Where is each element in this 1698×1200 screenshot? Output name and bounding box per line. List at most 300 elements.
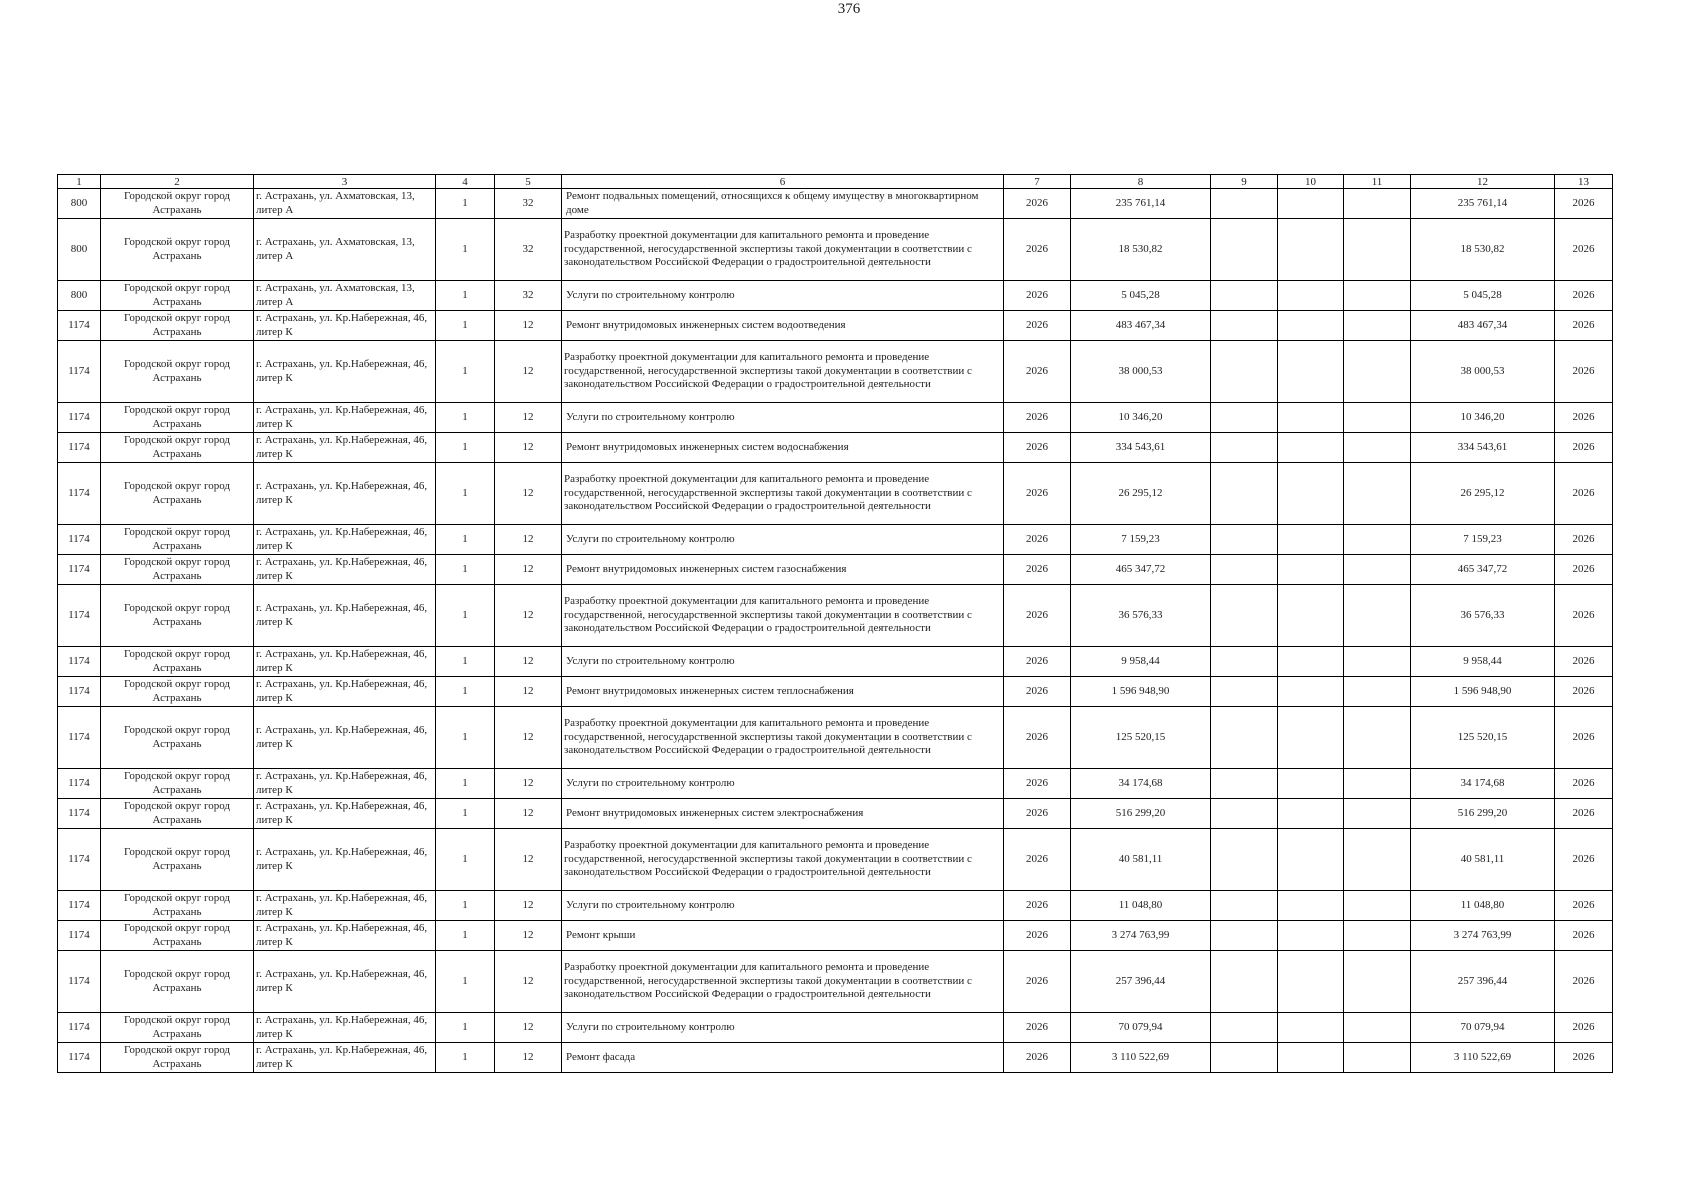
- row-id-cell: 1174: [58, 585, 101, 647]
- col4-cell: 1: [436, 403, 495, 433]
- col11-cell: [1344, 921, 1411, 951]
- col5-cell: 12: [495, 677, 562, 707]
- row-id-cell: 1174: [58, 829, 101, 891]
- col10-cell: [1278, 707, 1344, 769]
- table-row: [58, 311, 1613, 341]
- col11-cell: [1344, 525, 1411, 555]
- table-row: [58, 219, 1613, 281]
- year-cell: 2026: [1004, 647, 1071, 677]
- total-cost-cell: 334 543,61: [1071, 433, 1211, 463]
- table-row: [58, 189, 1613, 219]
- end-year-cell: 2026: [1555, 463, 1613, 525]
- row-id-cell: 1174: [58, 769, 101, 799]
- col11-cell: [1344, 311, 1411, 341]
- col4-cell: 1: [436, 891, 495, 921]
- year-cell: 2026: [1004, 403, 1071, 433]
- col10-cell: [1278, 463, 1344, 525]
- total-cost-cell: 38 000,53: [1071, 341, 1211, 403]
- col11-cell: [1344, 433, 1411, 463]
- year-cell: 2026: [1004, 219, 1071, 281]
- total-cost-cell: 3 274 763,99: [1071, 921, 1211, 951]
- address-cell: г. Астрахань, ул. Кр.Набережная, 46, литер К: [254, 1013, 436, 1043]
- end-year-cell: 2026: [1555, 799, 1613, 829]
- column-number-3: 3: [254, 175, 436, 189]
- address-cell: г. Астрахань, ул. Кр.Набережная, 46, литер К: [254, 433, 436, 463]
- end-year-cell: 2026: [1555, 341, 1613, 403]
- col4-cell: 1: [436, 707, 495, 769]
- col11-cell: [1344, 189, 1411, 219]
- year-cell: 2026: [1004, 555, 1071, 585]
- fund-cost-cell: 18 530,82: [1411, 219, 1555, 281]
- year-cell: 2026: [1004, 311, 1071, 341]
- col4-cell: 1: [436, 433, 495, 463]
- table-row: [58, 1013, 1613, 1043]
- column-number-row: [58, 175, 1613, 189]
- total-cost-cell: 11 048,80: [1071, 891, 1211, 921]
- col10-cell: [1278, 555, 1344, 585]
- col4-cell: 1: [436, 799, 495, 829]
- col10-cell: [1278, 829, 1344, 891]
- column-number-2: 2: [101, 175, 254, 189]
- repair-plan-table: [57, 174, 1613, 1073]
- address-cell: г. Астрахань, ул. Ахматовская, 13, литер А: [254, 189, 436, 219]
- column-number-7: 7: [1004, 175, 1071, 189]
- total-cost-cell: 36 576,33: [1071, 585, 1211, 647]
- end-year-cell: 2026: [1555, 219, 1613, 281]
- col10-cell: [1278, 951, 1344, 1013]
- fund-cost-cell: 70 079,94: [1411, 1013, 1555, 1043]
- col11-cell: [1344, 341, 1411, 403]
- row-id-cell: 800: [58, 281, 101, 311]
- total-cost-cell: 125 520,15: [1071, 707, 1211, 769]
- year-cell: 2026: [1004, 525, 1071, 555]
- col4-cell: 1: [436, 525, 495, 555]
- column-number-10: 10: [1278, 175, 1344, 189]
- col4-cell: 1: [436, 281, 495, 311]
- address-cell: г. Астрахань, ул. Кр.Набережная, 46, литер К: [254, 1043, 436, 1073]
- col9-cell: [1211, 1013, 1278, 1043]
- table-row: [58, 677, 1613, 707]
- work-type-cell: Разработку проектной документации для капитального ремонта и проведение государственной, негосударственной экспертизы такой документации в соответствии с законодательством Российской Федерации о градостроительной деятельности: [562, 707, 1004, 769]
- end-year-cell: 2026: [1555, 769, 1613, 799]
- municipality-cell: Городской округ город Астрахань: [101, 585, 254, 647]
- year-cell: 2026: [1004, 707, 1071, 769]
- fund-cost-cell: 40 581,11: [1411, 829, 1555, 891]
- col5-cell: 12: [495, 525, 562, 555]
- fund-cost-cell: 334 543,61: [1411, 433, 1555, 463]
- col10-cell: [1278, 525, 1344, 555]
- column-number-1: 1: [58, 175, 101, 189]
- col9-cell: [1211, 585, 1278, 647]
- fund-cost-cell: 465 347,72: [1411, 555, 1555, 585]
- total-cost-cell: 516 299,20: [1071, 799, 1211, 829]
- address-cell: г. Астрахань, ул. Кр.Набережная, 46, литер К: [254, 707, 436, 769]
- total-cost-cell: 9 958,44: [1071, 647, 1211, 677]
- fund-cost-cell: 11 048,80: [1411, 891, 1555, 921]
- municipality-cell: Городской округ город Астрахань: [101, 219, 254, 281]
- row-id-cell: 1174: [58, 647, 101, 677]
- work-type-cell: Услуги по строительному контролю: [562, 769, 1004, 799]
- col9-cell: [1211, 829, 1278, 891]
- end-year-cell: 2026: [1555, 891, 1613, 921]
- col4-cell: 1: [436, 1013, 495, 1043]
- row-id-cell: 1174: [58, 707, 101, 769]
- col5-cell: 12: [495, 647, 562, 677]
- table-row: [58, 463, 1613, 525]
- municipality-cell: Городской округ город Астрахань: [101, 769, 254, 799]
- work-type-cell: Ремонт внутридомовых инженерных систем теплоснабжения: [562, 677, 1004, 707]
- col10-cell: [1278, 1043, 1344, 1073]
- col5-cell: 12: [495, 341, 562, 403]
- end-year-cell: 2026: [1555, 281, 1613, 311]
- address-cell: г. Астрахань, ул. Кр.Набережная, 46, литер К: [254, 585, 436, 647]
- end-year-cell: 2026: [1555, 403, 1613, 433]
- col4-cell: 1: [436, 769, 495, 799]
- col5-cell: 12: [495, 921, 562, 951]
- col5-cell: 12: [495, 799, 562, 829]
- table-row: [58, 555, 1613, 585]
- col10-cell: [1278, 891, 1344, 921]
- row-id-cell: 1174: [58, 1043, 101, 1073]
- col9-cell: [1211, 189, 1278, 219]
- col4-cell: 1: [436, 677, 495, 707]
- col11-cell: [1344, 891, 1411, 921]
- col9-cell: [1211, 647, 1278, 677]
- col5-cell: 12: [495, 311, 562, 341]
- year-cell: 2026: [1004, 769, 1071, 799]
- column-number-11: 11: [1344, 175, 1411, 189]
- address-cell: г. Астрахань, ул. Кр.Набережная, 46, литер К: [254, 769, 436, 799]
- row-id-cell: 1174: [58, 1013, 101, 1043]
- col9-cell: [1211, 799, 1278, 829]
- work-type-cell: Ремонт внутридомовых инженерных систем электроснабжения: [562, 799, 1004, 829]
- year-cell: 2026: [1004, 1013, 1071, 1043]
- page-number: 376: [837, 1, 861, 17]
- column-number-8: 8: [1071, 175, 1211, 189]
- work-type-cell: Разработку проектной документации для капитального ремонта и проведение государственной, негосударственной экспертизы такой документации в соответствии с законодательством Российской Федерации о градостроительной деятельности: [562, 829, 1004, 891]
- col4-cell: 1: [436, 555, 495, 585]
- column-number-6: 6: [562, 175, 1004, 189]
- year-cell: 2026: [1004, 891, 1071, 921]
- table-row: [58, 1043, 1613, 1073]
- col11-cell: [1344, 403, 1411, 433]
- end-year-cell: 2026: [1555, 189, 1613, 219]
- municipality-cell: Городской округ город Астрахань: [101, 1043, 254, 1073]
- municipality-cell: Городской округ город Астрахань: [101, 555, 254, 585]
- address-cell: г. Астрахань, ул. Кр.Набережная, 46, литер К: [254, 647, 436, 677]
- col4-cell: 1: [436, 829, 495, 891]
- row-id-cell: 1174: [58, 921, 101, 951]
- fund-cost-cell: 26 295,12: [1411, 463, 1555, 525]
- year-cell: 2026: [1004, 189, 1071, 219]
- fund-cost-cell: 1 596 948,90: [1411, 677, 1555, 707]
- address-cell: г. Астрахань, ул. Кр.Набережная, 46, литер К: [254, 891, 436, 921]
- table-row: [58, 433, 1613, 463]
- col9-cell: [1211, 891, 1278, 921]
- table-row: [58, 281, 1613, 311]
- total-cost-cell: 235 761,14: [1071, 189, 1211, 219]
- row-id-cell: 1174: [58, 403, 101, 433]
- col5-cell: 32: [495, 219, 562, 281]
- total-cost-cell: 483 467,34: [1071, 311, 1211, 341]
- table-row: [58, 707, 1613, 769]
- total-cost-cell: 7 159,23: [1071, 525, 1211, 555]
- column-number-13: 13: [1555, 175, 1613, 189]
- col4-cell: 1: [436, 951, 495, 1013]
- municipality-cell: Городской округ город Астрахань: [101, 189, 254, 219]
- col4-cell: 1: [436, 1043, 495, 1073]
- work-type-cell: Ремонт внутридомовых инженерных систем водоснабжения: [562, 433, 1004, 463]
- col4-cell: 1: [436, 921, 495, 951]
- municipality-cell: Городской округ город Астрахань: [101, 1013, 254, 1043]
- col5-cell: 12: [495, 1043, 562, 1073]
- work-type-cell: Услуги по строительному контролю: [562, 647, 1004, 677]
- col11-cell: [1344, 951, 1411, 1013]
- col5-cell: 12: [495, 585, 562, 647]
- col11-cell: [1344, 799, 1411, 829]
- end-year-cell: 2026: [1555, 585, 1613, 647]
- col10-cell: [1278, 189, 1344, 219]
- end-year-cell: 2026: [1555, 829, 1613, 891]
- col11-cell: [1344, 281, 1411, 311]
- total-cost-cell: 26 295,12: [1071, 463, 1211, 525]
- table-row: [58, 951, 1613, 1013]
- municipality-cell: Городской округ город Астрахань: [101, 799, 254, 829]
- work-type-cell: Разработку проектной документации для капитального ремонта и проведение государственной, негосударственной экспертизы такой документации в соответствии с законодательством Российской Федерации о градостроительной деятельности: [562, 463, 1004, 525]
- fund-cost-cell: 483 467,34: [1411, 311, 1555, 341]
- work-type-cell: Ремонт внутридомовых инженерных систем водоотведения: [562, 311, 1004, 341]
- address-cell: г. Астрахань, ул. Кр.Набережная, 46, литер К: [254, 921, 436, 951]
- col5-cell: 12: [495, 433, 562, 463]
- col9-cell: [1211, 677, 1278, 707]
- row-id-cell: 1174: [58, 525, 101, 555]
- col5-cell: 12: [495, 829, 562, 891]
- work-type-cell: Разработку проектной документации для капитального ремонта и проведение государственной, негосударственной экспертизы такой документации в соответствии с законодательством Российской Федерации о градостроительной деятельности: [562, 951, 1004, 1013]
- address-cell: г. Астрахань, ул. Кр.Набережная, 46, литер К: [254, 829, 436, 891]
- address-cell: г. Астрахань, ул. Кр.Набережная, 46, литер К: [254, 677, 436, 707]
- fund-cost-cell: 3 110 522,69: [1411, 1043, 1555, 1073]
- col4-cell: 1: [436, 647, 495, 677]
- col10-cell: [1278, 647, 1344, 677]
- work-type-cell: Разработку проектной документации для капитального ремонта и проведение государственной, негосударственной экспертизы такой документации в соответствии с законодательством Российской Федерации о градостроительной деятельности: [562, 341, 1004, 403]
- municipality-cell: Городской округ город Астрахань: [101, 281, 254, 311]
- year-cell: 2026: [1004, 951, 1071, 1013]
- col5-cell: 12: [495, 555, 562, 585]
- year-cell: 2026: [1004, 585, 1071, 647]
- col11-cell: [1344, 555, 1411, 585]
- col4-cell: 1: [436, 585, 495, 647]
- col9-cell: [1211, 951, 1278, 1013]
- total-cost-cell: 465 347,72: [1071, 555, 1211, 585]
- work-type-cell: Услуги по строительному контролю: [562, 525, 1004, 555]
- year-cell: 2026: [1004, 921, 1071, 951]
- table-row: [58, 891, 1613, 921]
- year-cell: 2026: [1004, 433, 1071, 463]
- municipality-cell: Городской округ город Астрахань: [101, 463, 254, 525]
- total-cost-cell: 18 530,82: [1071, 219, 1211, 281]
- total-cost-cell: 3 110 522,69: [1071, 1043, 1211, 1073]
- year-cell: 2026: [1004, 341, 1071, 403]
- row-id-cell: 1174: [58, 463, 101, 525]
- row-id-cell: 1174: [58, 951, 101, 1013]
- col5-cell: 12: [495, 891, 562, 921]
- work-type-cell: Ремонт внутридомовых инженерных систем газоснабжения: [562, 555, 1004, 585]
- col10-cell: [1278, 677, 1344, 707]
- table-row: [58, 921, 1613, 951]
- col10-cell: [1278, 311, 1344, 341]
- table-body: [58, 175, 1613, 1073]
- col9-cell: [1211, 311, 1278, 341]
- total-cost-cell: 10 346,20: [1071, 403, 1211, 433]
- table-row: [58, 585, 1613, 647]
- col4-cell: 1: [436, 219, 495, 281]
- col11-cell: [1344, 1043, 1411, 1073]
- municipality-cell: Городской округ город Астрахань: [101, 525, 254, 555]
- fund-cost-cell: 3 274 763,99: [1411, 921, 1555, 951]
- table-row: [58, 647, 1613, 677]
- end-year-cell: 2026: [1555, 555, 1613, 585]
- fund-cost-cell: 10 346,20: [1411, 403, 1555, 433]
- address-cell: г. Астрахань, ул. Кр.Набережная, 46, литер К: [254, 799, 436, 829]
- fund-cost-cell: 7 159,23: [1411, 525, 1555, 555]
- col5-cell: 12: [495, 951, 562, 1013]
- row-id-cell: 1174: [58, 891, 101, 921]
- municipality-cell: Городской округ город Астрахань: [101, 433, 254, 463]
- col9-cell: [1211, 463, 1278, 525]
- fund-cost-cell: 125 520,15: [1411, 707, 1555, 769]
- table-row: [58, 769, 1613, 799]
- col9-cell: [1211, 403, 1278, 433]
- municipality-cell: Городской округ город Астрахань: [101, 647, 254, 677]
- address-cell: г. Астрахань, ул. Кр.Набережная, 46, литер К: [254, 555, 436, 585]
- col9-cell: [1211, 433, 1278, 463]
- col11-cell: [1344, 677, 1411, 707]
- column-number-12: 12: [1411, 175, 1555, 189]
- work-type-cell: Ремонт крыши: [562, 921, 1004, 951]
- row-id-cell: 1174: [58, 555, 101, 585]
- row-id-cell: 800: [58, 219, 101, 281]
- col5-cell: 12: [495, 1013, 562, 1043]
- col10-cell: [1278, 769, 1344, 799]
- col11-cell: [1344, 219, 1411, 281]
- col5-cell: 12: [495, 707, 562, 769]
- row-id-cell: 800: [58, 189, 101, 219]
- total-cost-cell: 40 581,11: [1071, 829, 1211, 891]
- table-row: [58, 525, 1613, 555]
- table-row: [58, 403, 1613, 433]
- table-row: [58, 341, 1613, 403]
- end-year-cell: 2026: [1555, 1013, 1613, 1043]
- address-cell: г. Астрахань, ул. Кр.Набережная, 46, литер К: [254, 951, 436, 1013]
- col10-cell: [1278, 799, 1344, 829]
- column-number-4: 4: [436, 175, 495, 189]
- fund-cost-cell: 9 958,44: [1411, 647, 1555, 677]
- row-id-cell: 1174: [58, 341, 101, 403]
- col11-cell: [1344, 829, 1411, 891]
- year-cell: 2026: [1004, 281, 1071, 311]
- col11-cell: [1344, 463, 1411, 525]
- col10-cell: [1278, 219, 1344, 281]
- end-year-cell: 2026: [1555, 921, 1613, 951]
- municipality-cell: Городской округ город Астрахань: [101, 341, 254, 403]
- column-number-5: 5: [495, 175, 562, 189]
- col4-cell: 1: [436, 311, 495, 341]
- col9-cell: [1211, 341, 1278, 403]
- col5-cell: 32: [495, 281, 562, 311]
- col9-cell: [1211, 281, 1278, 311]
- municipality-cell: Городской округ город Астрахань: [101, 921, 254, 951]
- row-id-cell: 1174: [58, 311, 101, 341]
- col5-cell: 12: [495, 769, 562, 799]
- end-year-cell: 2026: [1555, 1043, 1613, 1073]
- end-year-cell: 2026: [1555, 311, 1613, 341]
- address-cell: г. Астрахань, ул. Ахматовская, 13, литер А: [254, 281, 436, 311]
- col10-cell: [1278, 433, 1344, 463]
- fund-cost-cell: 34 174,68: [1411, 769, 1555, 799]
- year-cell: 2026: [1004, 1043, 1071, 1073]
- row-id-cell: 1174: [58, 433, 101, 463]
- col11-cell: [1344, 769, 1411, 799]
- row-id-cell: 1174: [58, 799, 101, 829]
- col4-cell: 1: [436, 341, 495, 403]
- municipality-cell: Городской округ город Астрахань: [101, 403, 254, 433]
- col9-cell: [1211, 707, 1278, 769]
- fund-cost-cell: 516 299,20: [1411, 799, 1555, 829]
- address-cell: г. Астрахань, ул. Кр.Набережная, 46, литер К: [254, 311, 436, 341]
- col10-cell: [1278, 585, 1344, 647]
- total-cost-cell: 34 174,68: [1071, 769, 1211, 799]
- fund-cost-cell: 257 396,44: [1411, 951, 1555, 1013]
- year-cell: 2026: [1004, 829, 1071, 891]
- col9-cell: [1211, 1043, 1278, 1073]
- col5-cell: 12: [495, 463, 562, 525]
- municipality-cell: Городской округ город Астрахань: [101, 891, 254, 921]
- work-type-cell: Разработку проектной документации для капитального ремонта и проведение государственной, негосударственной экспертизы такой документации в соответствии с законодательством Российской Федерации о градостроительной деятельности: [562, 219, 1004, 281]
- end-year-cell: 2026: [1555, 647, 1613, 677]
- address-cell: г. Астрахань, ул. Кр.Набережная, 46, литер К: [254, 525, 436, 555]
- column-number-9: 9: [1211, 175, 1278, 189]
- year-cell: 2026: [1004, 677, 1071, 707]
- col9-cell: [1211, 219, 1278, 281]
- total-cost-cell: 1 596 948,90: [1071, 677, 1211, 707]
- work-type-cell: Услуги по строительному контролю: [562, 1013, 1004, 1043]
- col5-cell: 32: [495, 189, 562, 219]
- fund-cost-cell: 235 761,14: [1411, 189, 1555, 219]
- col11-cell: [1344, 707, 1411, 769]
- end-year-cell: 2026: [1555, 707, 1613, 769]
- end-year-cell: 2026: [1555, 677, 1613, 707]
- work-type-cell: Ремонт подвальных помещений, относящихся к общему имуществу в многоквартирном доме: [562, 189, 1004, 219]
- col9-cell: [1211, 525, 1278, 555]
- row-id-cell: 1174: [58, 677, 101, 707]
- address-cell: г. Астрахань, ул. Кр.Набережная, 46, литер К: [254, 403, 436, 433]
- municipality-cell: Городской округ город Астрахань: [101, 951, 254, 1013]
- municipality-cell: Городской округ город Астрахань: [101, 311, 254, 341]
- municipality-cell: Городской округ город Астрахань: [101, 829, 254, 891]
- col10-cell: [1278, 1013, 1344, 1043]
- col10-cell: [1278, 281, 1344, 311]
- col10-cell: [1278, 921, 1344, 951]
- col10-cell: [1278, 341, 1344, 403]
- col9-cell: [1211, 921, 1278, 951]
- col11-cell: [1344, 585, 1411, 647]
- fund-cost-cell: 5 045,28: [1411, 281, 1555, 311]
- col4-cell: 1: [436, 463, 495, 525]
- work-type-cell: Ремонт фасада: [562, 1043, 1004, 1073]
- year-cell: 2026: [1004, 463, 1071, 525]
- col4-cell: 1: [436, 189, 495, 219]
- col11-cell: [1344, 1013, 1411, 1043]
